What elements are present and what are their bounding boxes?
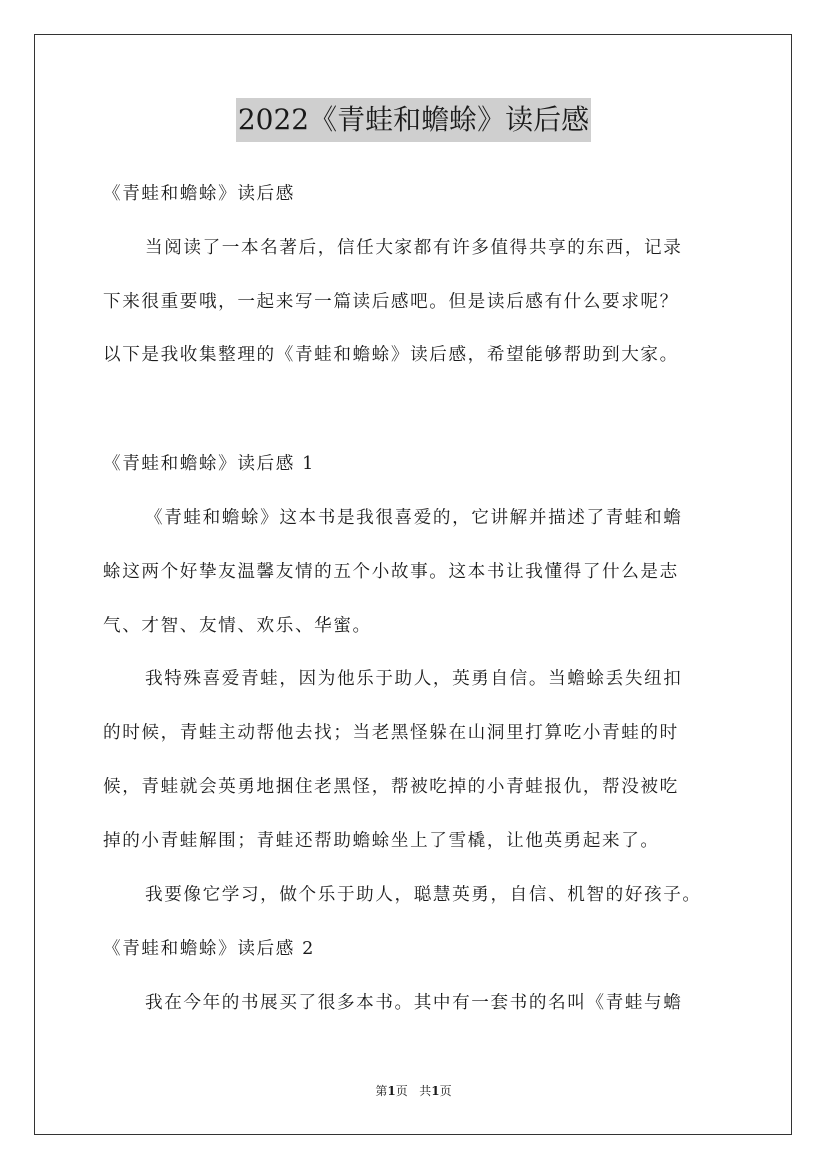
footer-total-number: 1 [431, 1084, 440, 1098]
paragraph-line: 掉的小青蛙解围；青蛙还帮助蟾蜍坐上了雪橇，让他英勇起来了。 [103, 831, 660, 851]
section-heading-2: 《青蛙和蟾蜍》读后感 2 [103, 939, 315, 959]
paragraph-line: 下来很重要哦，一起来写一篇读后感吧。但是读后感有什么要求呢？ [103, 292, 679, 312]
footer-page-suffix: 页 [395, 1084, 408, 1098]
title-container [0, 98, 827, 142]
paragraph-line: 蜍这两个好挚友温馨友情的五个小故事。这本书让我懂得了什么是志 [103, 562, 679, 582]
section-heading-1: 《青蛙和蟾蜍》读后感 1 [103, 454, 315, 474]
footer-page-prefix: 第 [375, 1084, 388, 1098]
paragraph-line: 我特殊喜爱青蛙，因为他乐于助人，英勇自信。当蟾蜍丢失纽扣 [145, 669, 683, 689]
footer-page-number: 1 [387, 1084, 396, 1098]
footer-total-prefix: 共 [419, 1084, 432, 1098]
paragraph-line: 气、才智、友情、欢乐、华蜜。 [103, 616, 372, 636]
paragraph-line: 《青蛙和蟾蜍》这本书是我很喜爱的，它讲解并描述了青蛙和蟾 [145, 508, 683, 528]
document-title: 2022《青蛙和蟾蜍》读后感 [236, 98, 591, 142]
intro-heading: 《青蛙和蟾蜍》读后感 [103, 184, 295, 204]
footer-total-suffix: 页 [439, 1084, 452, 1098]
paragraph-line: 的时候，青蛙主动帮他去找；当老黑怪躲在山洞里打算吃小青蛙的时 [103, 723, 679, 743]
paragraph-line: 当阅读了一本名著后，信任大家都有许多值得共享的东西，记录 [145, 238, 683, 258]
paragraph-line: 我在今年的书展买了很多本书。其中有一套书的名叫《青蛙与蟾 [145, 993, 683, 1013]
paragraph-line: 以下是我收集整理的《青蛙和蟾蜍》读后感，希望能够帮助到大家。 [103, 345, 679, 365]
paragraph-line: 候，青蛙就会英勇地捆住老黑怪，帮被吃掉的小青蛙报仇，帮没被吃 [103, 777, 679, 797]
page-footer [0, 1082, 827, 1100]
paragraph-line: 我要像它学习，做个乐于助人，聪慧英勇，自信、机智的好孩子。 [145, 885, 702, 905]
